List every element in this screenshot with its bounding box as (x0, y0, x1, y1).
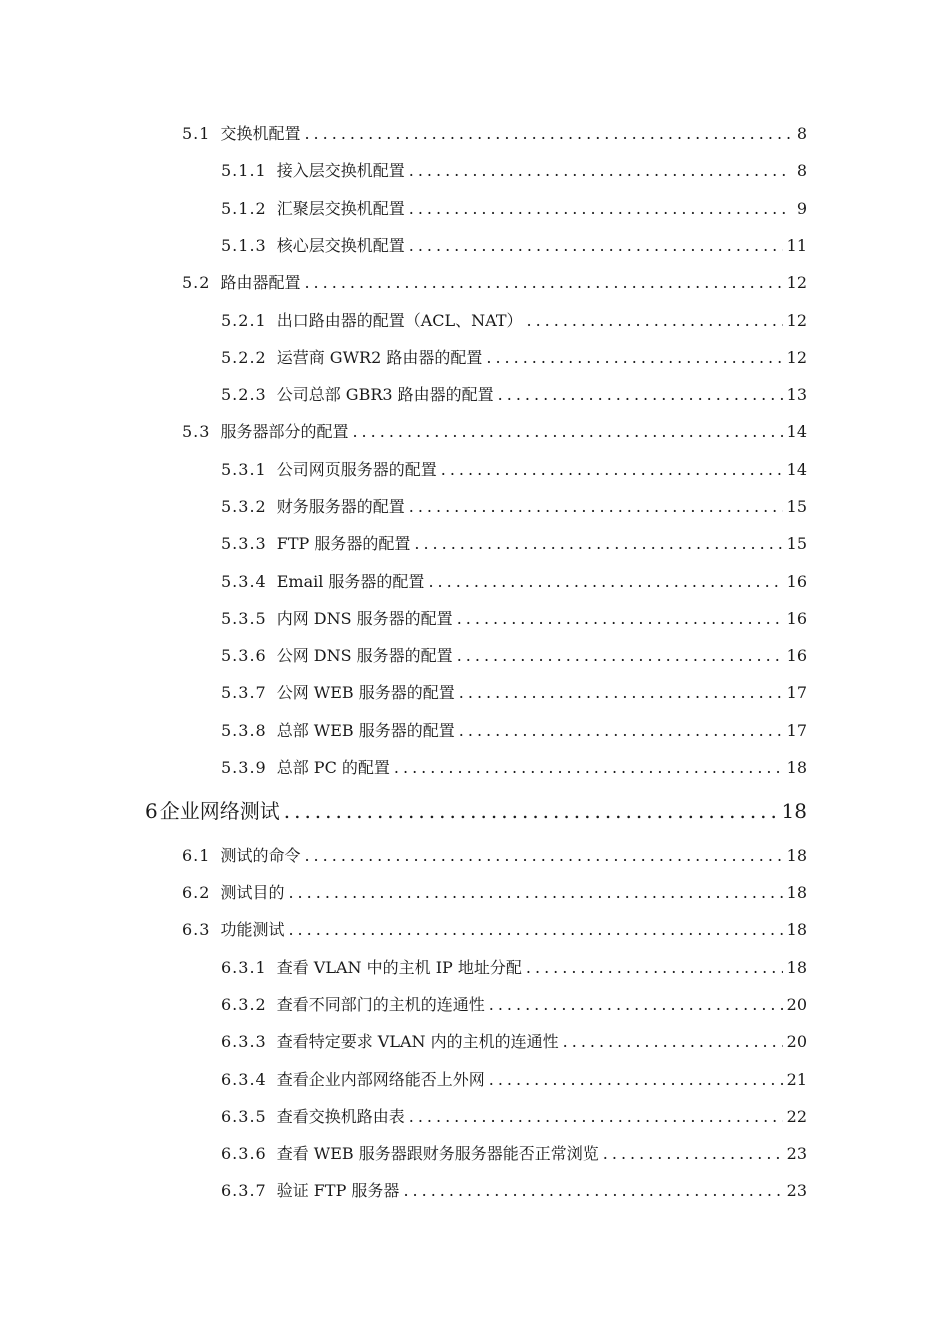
toc-dot-leader (428, 571, 782, 593)
toc-entry-title: 功能测试 (220, 920, 285, 939)
toc-entry-number: 5.3.1 (221, 460, 267, 479)
toc-entry-number: 5.3.6 (221, 646, 267, 665)
toc-entry-title: 公网 WEB 服务器的配置 (276, 683, 455, 702)
toc-entry[interactable] (221, 496, 807, 518)
toc-entry-number: 6.3.1 (221, 958, 267, 977)
toc-dot-leader (409, 235, 783, 257)
toc-entry-number: 5.2.2 (221, 348, 267, 367)
toc-entry[interactable] (221, 1180, 807, 1202)
toc-entry[interactable] (221, 384, 807, 406)
toc-entry[interactable] (221, 645, 807, 667)
toc-entry-title: 核心层交换机配置 (276, 236, 405, 255)
toc-entry-title: 公司网页服务器的配置 (276, 460, 437, 479)
toc-entry-number: 5.3 (182, 422, 211, 441)
toc-entry[interactable] (182, 272, 807, 294)
toc-entry-title: 汇聚层交换机配置 (276, 199, 405, 218)
toc-entry-number: 6.2 (182, 883, 211, 902)
toc-dot-leader (527, 310, 783, 332)
toc-entry-page: 13 (786, 385, 807, 404)
toc-entry-title: Email 服务器的配置 (276, 572, 425, 591)
toc-dot-leader (457, 608, 783, 630)
toc-entry-page: 14 (786, 422, 807, 441)
toc-entry-number: 5.3.5 (221, 609, 267, 628)
toc-entry-title: 路由器配置 (220, 273, 301, 292)
toc-entry[interactable] (182, 123, 807, 145)
toc-entry[interactable] (182, 845, 807, 867)
toc-dot-leader (304, 272, 782, 294)
toc-dot-leader (457, 645, 783, 667)
toc-entry-number: 5.1.1 (221, 161, 267, 180)
toc-entry-number: 6.3 (182, 920, 211, 939)
toc-entry-number: 6.3.5 (221, 1107, 267, 1126)
toc-entry-page: 23 (786, 1181, 807, 1200)
toc-entry-title: 查看 WEB 服务器跟财务服务器能否正常浏览 (276, 1144, 599, 1163)
toc-dot-leader (409, 160, 791, 182)
toc-entry-number: 5.3.2 (221, 497, 267, 516)
toc-entry[interactable] (221, 1106, 807, 1128)
toc-entry-title: 测试目的 (220, 883, 285, 902)
toc-entry-title: 查看企业内部网络能否上外网 (276, 1070, 485, 1089)
toc-dot-leader (394, 757, 783, 779)
toc-dot-leader (409, 198, 791, 220)
toc-entry-page: 16 (786, 609, 807, 628)
toc-dot-leader (304, 845, 782, 867)
toc-entry-title: 查看交换机路由表 (276, 1107, 405, 1126)
toc-entry-page: 15 (786, 534, 807, 553)
toc-dot-leader (288, 919, 782, 941)
toc-entry-page: 8 (796, 161, 807, 180)
toc-entry-title: 查看不同部门的主机的连通性 (276, 995, 485, 1014)
toc-entry-title: 公网 DNS 服务器的配置 (276, 646, 453, 665)
toc-dot-leader (486, 347, 782, 369)
toc-entry-title: 公司总部 GBR3 路由器的配置 (276, 385, 494, 404)
toc-dot-leader (563, 1031, 783, 1053)
toc-entry-chapter[interactable] (145, 798, 807, 824)
toc-entry[interactable] (221, 198, 807, 220)
toc-entry-page: 17 (786, 721, 807, 740)
toc-entry-page: 21 (786, 1070, 807, 1089)
toc-entry[interactable] (221, 1143, 807, 1165)
toc-entry-title: 验证 FTP 服务器 (276, 1181, 400, 1200)
toc-entry[interactable] (221, 1069, 807, 1091)
toc-entry-number: 5.3.9 (221, 758, 267, 777)
toc-entry-page: 12 (786, 348, 807, 367)
toc-entry[interactable] (221, 571, 807, 593)
toc-entry[interactable] (221, 459, 807, 481)
toc-dot-leader (403, 1180, 782, 1202)
toc-entry[interactable] (221, 160, 807, 182)
toc-entry-page: 18 (786, 846, 807, 865)
toc-dot-leader (409, 496, 783, 518)
toc-entry-page: 14 (786, 460, 807, 479)
toc-entry-title: 测试的命令 (220, 846, 301, 865)
toc-entry-number: 6.3.2 (221, 995, 267, 1014)
toc-entry-title: FTP 服务器的配置 (276, 534, 411, 553)
toc-entry-title: 服务器部分的配置 (220, 422, 349, 441)
toc-dot-leader (352, 421, 782, 443)
toc-dot-leader (489, 994, 783, 1016)
toc-entry-title: 运营商 GWR2 路由器的配置 (276, 348, 483, 367)
toc-entry-number: 5.3.8 (221, 721, 267, 740)
toc-dot-leader (498, 384, 783, 406)
toc-entry-page: 16 (786, 646, 807, 665)
toc-entry-title: 企业网络测试 (159, 799, 280, 823)
toc-entry-page: 16 (786, 572, 807, 591)
toc-entry-number: 5.3.4 (221, 572, 267, 591)
toc-entry-number: 6.3.6 (221, 1144, 267, 1163)
toc-entry-number: 6.3.7 (221, 1181, 267, 1200)
toc-entry-page: 18 (786, 920, 807, 939)
toc-entry[interactable] (221, 957, 807, 979)
toc-entry-number: 6.1 (182, 846, 211, 865)
toc-entry[interactable] (182, 421, 807, 443)
toc-entry-title: 交换机配置 (220, 124, 301, 143)
toc-entry-title: 查看 VLAN 中的主机 IP 地址分配 (276, 958, 522, 977)
toc-entry-page: 18 (786, 883, 807, 902)
toc-entry[interactable] (221, 235, 807, 257)
toc-entry[interactable] (221, 608, 807, 630)
toc-entry-title: 查看特定要求 VLAN 内的主机的连通性 (276, 1032, 559, 1051)
toc-entry-number: 5.1.3 (221, 236, 267, 255)
toc-entry[interactable] (221, 757, 807, 779)
toc-dot-leader (603, 1143, 783, 1165)
toc-entry[interactable] (182, 919, 807, 941)
toc-entry-title: 总部 WEB 服务器的配置 (276, 721, 455, 740)
toc-entry-number: 5.3.7 (221, 683, 267, 702)
toc-entry[interactable] (221, 310, 807, 332)
toc-entry-number: 5.1 (182, 124, 211, 143)
toc-entry-title: 内网 DNS 服务器的配置 (276, 609, 453, 628)
toc-dot-leader (459, 720, 783, 742)
toc-entry-number: 5.2 (182, 273, 211, 292)
toc-entry-number: 5.2.3 (221, 385, 267, 404)
toc-entry-number: 6 (145, 799, 158, 823)
toc-dot-leader (414, 533, 782, 555)
toc-entry-page: 18 (786, 958, 807, 977)
toc-entry[interactable] (221, 682, 807, 704)
toc-entry-page: 20 (786, 1032, 807, 1051)
toc-entry-page: 15 (786, 497, 807, 516)
toc-entry-page: 12 (786, 311, 807, 330)
toc-dot-leader (459, 682, 783, 704)
toc-entry-page: 9 (796, 199, 807, 218)
toc-dot-leader (304, 123, 791, 145)
toc-dot-leader (441, 459, 783, 481)
toc-entry[interactable] (221, 347, 807, 369)
toc-entry-number: 6.3.3 (221, 1032, 267, 1051)
toc-entry[interactable] (221, 720, 807, 742)
toc-entry-title: 出口路由器的配置（ACL、NAT） (276, 311, 523, 330)
toc-entry-number: 5.2.1 (221, 311, 267, 330)
toc-entry[interactable] (221, 533, 807, 555)
toc-dot-leader (409, 1106, 783, 1128)
toc-dot-leader (288, 882, 782, 904)
toc-entry[interactable] (221, 994, 807, 1016)
toc-entry-page: 18 (786, 758, 807, 777)
toc-dot-leader (526, 957, 783, 979)
toc-entry-page: 12 (786, 273, 807, 292)
toc-entry[interactable] (221, 1031, 807, 1053)
toc-entry-number: 6.3.4 (221, 1070, 267, 1089)
toc-entry-page: 22 (786, 1107, 807, 1126)
toc-entry-title: 总部 PC 的配置 (276, 758, 390, 777)
toc-dot-leader (489, 1069, 783, 1091)
toc-entry-title: 接入层交换机配置 (276, 161, 405, 180)
toc-entry-page: 8 (796, 124, 807, 143)
toc-dot-leader (284, 798, 778, 824)
toc-entry-page: 20 (786, 995, 807, 1014)
toc-entry[interactable] (182, 882, 807, 904)
toc-entry-number: 5.1.2 (221, 199, 267, 218)
toc-entry-page: 23 (786, 1144, 807, 1163)
toc-entry-number: 5.3.3 (221, 534, 267, 553)
toc-entry-page: 11 (786, 236, 807, 255)
toc-entry-page: 17 (786, 683, 807, 702)
toc-entry-page: 18 (781, 799, 807, 823)
toc-entry-title: 财务服务器的配置 (276, 497, 405, 516)
